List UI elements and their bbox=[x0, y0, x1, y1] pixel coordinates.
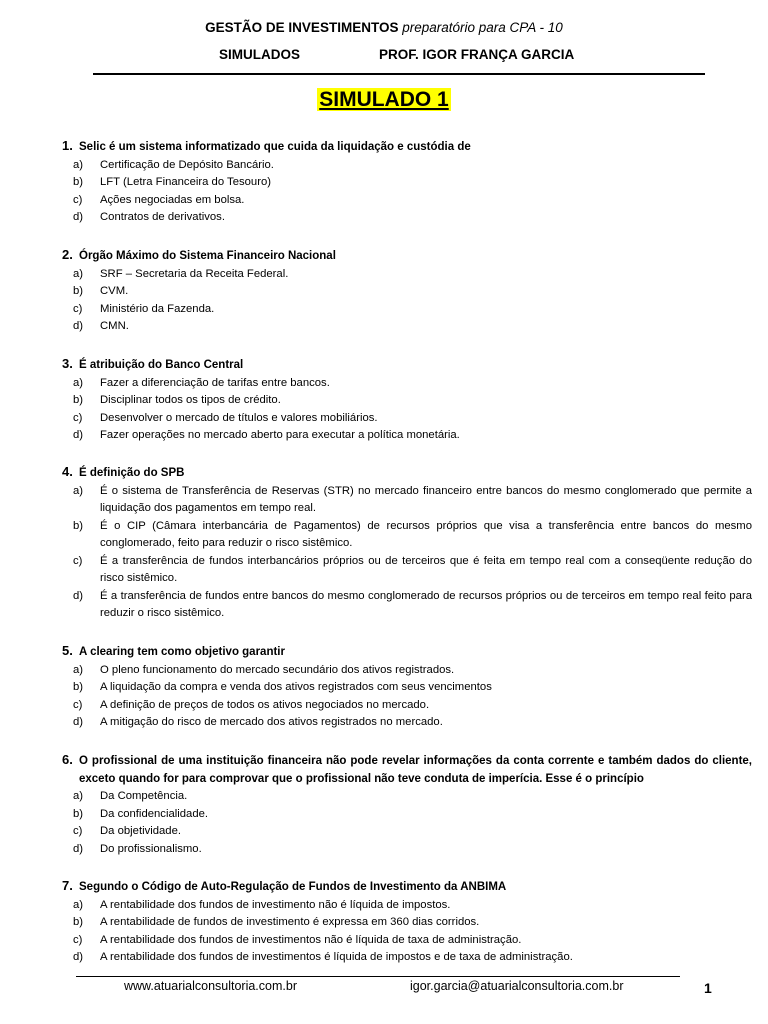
option-c: c) Ministério da Fazenda. bbox=[62, 301, 752, 319]
option-d: d) É a transferência de fundos entre bancos do mesmo conglomerado de recursos próprios ou de terceiros em tempo real feito para reduzir o risco sistêmico. bbox=[73, 589, 752, 619]
option-letter: a) bbox=[73, 484, 84, 497]
option-a: a) O pleno funcionamento do mercado secundário dos ativos registrados. bbox=[62, 662, 752, 680]
option-letter: d) bbox=[73, 429, 84, 441]
option-letter: c) bbox=[73, 698, 83, 711]
course-title: GESTÃO DE INVESTIMENTOS bbox=[205, 20, 399, 35]
option-a: a) Certificação de Depósito Bancário. bbox=[62, 157, 752, 175]
header-divider bbox=[93, 73, 705, 75]
option-letter: a) bbox=[73, 376, 84, 389]
section-label: SIMULADOS bbox=[219, 47, 300, 62]
footer-website-link[interactable]: www.atuarialconsultoria.com.br bbox=[124, 979, 297, 993]
option-letter: b) bbox=[73, 807, 84, 820]
option-letter: a) bbox=[73, 158, 84, 171]
option-letter: b) bbox=[73, 285, 84, 297]
option-d: d) Do profissionalismo. bbox=[62, 841, 752, 859]
option-letter: d) bbox=[73, 211, 84, 223]
option-c: c) A rentabilidade dos fundos de investimentos não é líquida de taxa de administração. bbox=[62, 932, 752, 950]
question-1 bbox=[62, 137, 752, 227]
course-subtitle: preparatório para CPA - 10 bbox=[402, 20, 563, 35]
option-letter: b) bbox=[73, 176, 84, 188]
option-b: b) A rentabilidade de fundos de investimento é expressa em 360 dias corridos. bbox=[62, 914, 752, 932]
option-letter: a) bbox=[73, 663, 84, 676]
option-letter: d) bbox=[73, 951, 84, 963]
question-5 bbox=[62, 642, 752, 732]
question-number: 3. bbox=[62, 356, 73, 371]
option-letter: c) bbox=[73, 933, 83, 946]
question-4 bbox=[62, 463, 752, 623]
question-stem: 5. A clearing tem como objetivo garantir bbox=[62, 643, 285, 658]
option-letter: d) bbox=[73, 716, 84, 728]
option-b: b) Da confidencialidade. bbox=[62, 806, 752, 824]
option-a: a) Fazer a diferenciação de tarifas entre bancos. bbox=[62, 375, 752, 393]
question-number: 6. bbox=[62, 752, 73, 767]
page-number: 1 bbox=[704, 980, 712, 996]
option-a: a) É o sistema de Transferência de Reservas (STR) no mercado financeiro entre bancos do mesmo conglomerado que permite a liquidação dos pagamentos em tempo real. bbox=[73, 484, 752, 514]
option-letter: c) bbox=[73, 302, 83, 315]
question-stem: 3. É atribuição do Banco Central bbox=[62, 356, 244, 371]
option-b: b) Disciplinar todos os tipos de crédito. bbox=[62, 392, 752, 410]
option-letter: d) bbox=[73, 320, 84, 332]
option-letter: a) bbox=[73, 267, 84, 280]
option-letter: b) bbox=[73, 916, 84, 928]
option-d: d) A rentabilidade dos fundos de investimentos é líquida de impostos e de taxa de administração. bbox=[62, 949, 752, 967]
question-2 bbox=[62, 246, 752, 336]
option-letter: d) bbox=[73, 589, 84, 602]
header-subline bbox=[0, 47, 768, 65]
option-letter: c) bbox=[73, 825, 83, 837]
footer-divider bbox=[76, 976, 680, 977]
question-stem: 2. Órgão Máximo do Sistema Financeiro Nacional bbox=[62, 247, 336, 262]
option-c: c) É a transferência de fundos interbancários próprios ou de terceiros que é feita em tempo real com a conseqüente redução do risco sistêmico. bbox=[73, 554, 752, 584]
question-7 bbox=[62, 877, 752, 967]
document-header bbox=[0, 20, 768, 35]
option-b: b) A liquidação da compra e venda dos ativos registrados com seus vencimentos bbox=[62, 679, 752, 697]
question-stem: 7. Segundo o Código de Auto-Regulação de Fundos de Investimento da ANBIMA bbox=[62, 878, 507, 893]
question-stem: 4. É definição do SPB bbox=[62, 464, 185, 479]
option-a: a) A rentabilidade dos fundos de investimento não é líquida de impostos. bbox=[62, 897, 752, 915]
option-letter: d) bbox=[73, 842, 84, 855]
option-letter: c) bbox=[73, 193, 83, 206]
option-c: c) A definição de preços de todos os ativos negociados no mercado. bbox=[62, 697, 752, 715]
option-letter: c) bbox=[73, 554, 83, 567]
option-b: b) CVM. bbox=[62, 283, 752, 301]
question-3 bbox=[62, 355, 752, 445]
option-d: d) Fazer operações no mercado aberto para executar a política monetária. bbox=[62, 427, 752, 445]
page-title-text: SIMULADO 1 bbox=[319, 88, 449, 111]
question-stem: 1. Selic é um sistema informatizado que cuida da liquidação e custódia de bbox=[62, 138, 471, 153]
option-d: d) Contratos de derivativos. bbox=[62, 209, 752, 227]
question-number: 5. bbox=[62, 643, 73, 658]
question-number: 2. bbox=[62, 247, 73, 262]
option-b: b) É o CIP (Câmara interbancária de Pagamentos) de recursos próprios que visa a transferência entre bancos do mesmo conglomerado, feito para reduzir o risco sistêmico. bbox=[73, 519, 752, 549]
option-b: b) LFT (Letra Financeira do Tesouro) bbox=[62, 174, 752, 192]
option-letter: a) bbox=[73, 790, 84, 802]
option-c: c) Da objetividade. bbox=[62, 823, 752, 841]
question-number: 4. bbox=[62, 464, 73, 479]
option-d: d) A mitigação do risco de mercado dos ativos registrados no mercado. bbox=[62, 714, 752, 732]
professor-name: PROF. IGOR FRANÇA GARCIA bbox=[379, 47, 575, 62]
option-a: a) SRF – Secretaria da Receita Federal. bbox=[62, 266, 752, 284]
question-stem: 6. O profissional de uma instituição financeira não pode revelar informações da conta corrente e também dados do cliente, exceto quando for para comprovar que o profissional não teve conduta de imperícia. Esse é o princípio bbox=[62, 752, 752, 785]
option-letter: b) bbox=[73, 519, 84, 532]
option-letter: a) bbox=[73, 898, 84, 911]
option-c: c) Ações negociadas em bolsa. bbox=[62, 192, 752, 210]
question-6 bbox=[62, 751, 752, 858]
option-d: d) CMN. bbox=[62, 318, 752, 336]
question-number: 1. bbox=[62, 138, 73, 153]
page-title bbox=[0, 88, 768, 112]
option-letter: b) bbox=[73, 681, 84, 693]
option-letter: b) bbox=[73, 394, 84, 406]
option-a: a) Da Competência. bbox=[62, 788, 752, 806]
question-number: 7. bbox=[62, 878, 73, 893]
option-c: c) Desenvolver o mercado de títulos e valores mobiliários. bbox=[62, 410, 752, 428]
option-letter: c) bbox=[73, 411, 83, 424]
footer-email-link[interactable]: igor.garcia@atuarialconsultoria.com.br bbox=[410, 979, 624, 993]
